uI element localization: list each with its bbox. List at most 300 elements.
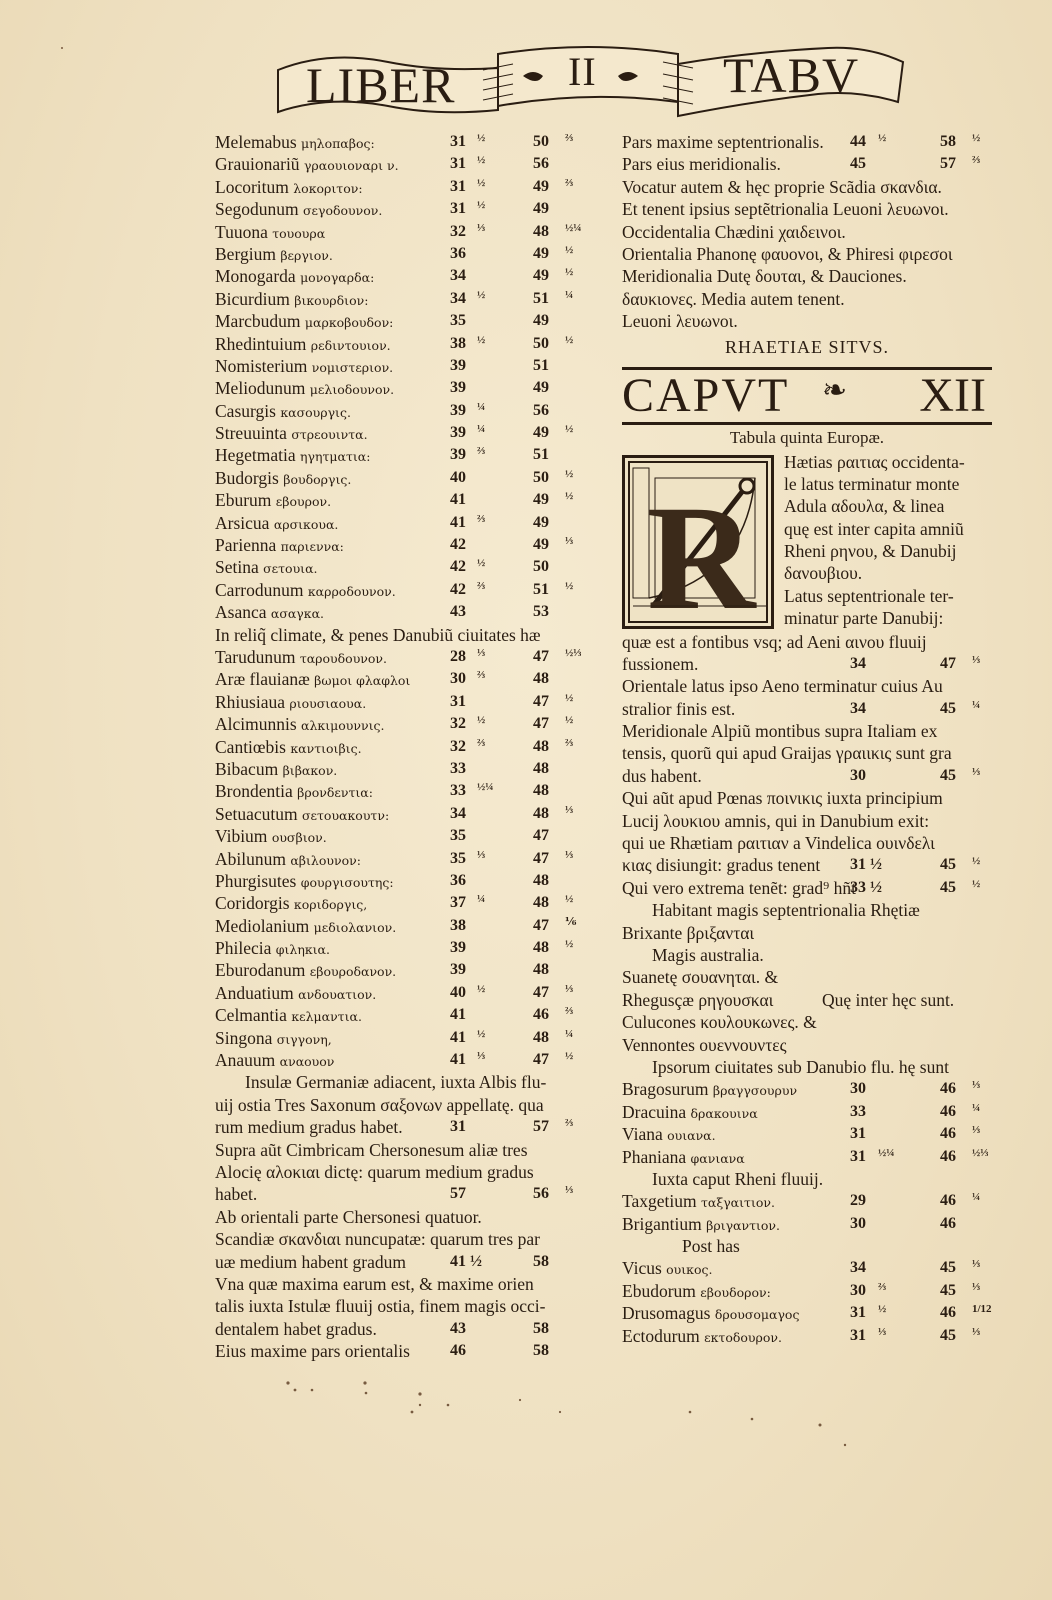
longitude-degrees: 49 [533, 491, 549, 509]
latitude-degrees: 38 [450, 916, 466, 934]
longitude-fraction: ½ [565, 423, 574, 436]
paragraph-line [215, 1318, 595, 1340]
place-name: Aræ flauianæ [215, 669, 310, 690]
place-name: Segodunum [215, 199, 299, 220]
greek-name: κελμαντια. [291, 1009, 362, 1025]
latitude-degrees: 31 [850, 1125, 866, 1143]
text-line: Scandiæ σκανδιαι nuncupatæ: quarum tres par [215, 1229, 540, 1250]
text-line: quæ est a fontibus vsq; ad Aeni αινου fluuij [622, 631, 927, 652]
longitude-degrees: 47 [940, 654, 956, 672]
place-name: Phaniana [622, 1146, 687, 1167]
longitude-degrees: 51 [533, 289, 549, 307]
latitude-degrees: 41 [450, 513, 466, 531]
longitude-fraction: ½⅓ [565, 646, 582, 659]
paragraph-line [215, 1206, 595, 1228]
place-name: Monogarda [215, 266, 296, 287]
text-line: dus habent. [622, 765, 702, 786]
longitude-degrees: 45 [940, 766, 956, 784]
place-name: Ectodurum [622, 1325, 700, 1346]
latitude-fraction: ½ [477, 982, 486, 995]
longitude-fraction: ⅔ [565, 736, 574, 749]
latitude-degrees: 39 [450, 379, 466, 397]
coordinate-row [215, 1004, 595, 1026]
text-line: habet. [215, 1184, 258, 1205]
text-line: Vennontes ουεννουντες [622, 1034, 787, 1055]
coordinate-row [215, 176, 595, 198]
coordinate-row [215, 758, 595, 780]
paragraph-line [215, 1228, 595, 1250]
latitude-degrees: 36 [450, 871, 466, 889]
place-name: Meliodunum [215, 378, 306, 399]
place-name: Viana [622, 1124, 663, 1145]
dropcap-text [784, 451, 994, 630]
text-line: Meridionale Alpiũ montibus supra Italiam ex [622, 721, 938, 742]
latitude-degrees: 41 [450, 1006, 466, 1024]
latitude-degrees: 35 [450, 849, 466, 867]
longitude-fraction: ½ [565, 714, 574, 727]
place-name: Taxgetium [622, 1191, 697, 1212]
greek-name: βρονδεντια: [297, 785, 373, 801]
right-column [622, 131, 992, 1347]
place-name: Rhedintuium [215, 333, 307, 354]
longitude-fraction: ⅔ [565, 176, 574, 189]
longitude-degrees: 49 [533, 244, 549, 262]
paragraph-line [215, 1273, 595, 1295]
latitude-fraction: ¼ [477, 893, 486, 906]
paragraph-line: Et tenent ipsius septẽtrionalia Leuoni λευωνοι. [622, 199, 949, 220]
coordinate-row [215, 803, 595, 825]
coordinate-row [215, 556, 595, 578]
coordinate-row [622, 1280, 992, 1302]
text-line: Orientale latus ipso Aeno terminatur cuius Au [622, 676, 943, 697]
paragraph-line: le latus terminatur monte [784, 473, 960, 494]
longitude-fraction: ¼ [565, 1027, 574, 1040]
greek-name: δρουσομαγος [714, 1307, 800, 1323]
longitude-fraction: ½ [565, 333, 574, 346]
longitude-degrees: 47 [533, 647, 549, 665]
text-line: Brixante βριξανται [622, 922, 755, 943]
latitude-degrees: 29 [850, 1192, 866, 1210]
greek-name: τουουρα [272, 225, 326, 241]
longitude-degrees: 50 [533, 558, 549, 576]
greek-name: παριεννα: [280, 539, 344, 555]
coordinate-row [215, 848, 595, 870]
place-name: Ebudorum [622, 1280, 696, 1301]
coordinate-row [215, 512, 595, 534]
chapter-heading [622, 367, 992, 425]
greek-name: λοκοριτον: [293, 180, 363, 196]
latitude-degrees: 34 [850, 699, 866, 717]
latitude-degrees: 43 [450, 1319, 466, 1337]
paragraph-line [215, 1183, 595, 1205]
text-line: tensis, quorũ qui apud Graijas γραιικις sunt gra [622, 743, 952, 764]
text-line: Ipsorum ciuitates sub Danubio flu. hę sunt [652, 1056, 949, 1077]
longitude-fraction: ⅓ [565, 1184, 574, 1197]
longitude-fraction: ½ [972, 877, 981, 890]
latitude-degrees: 30 [850, 1214, 866, 1232]
paragraph-line [622, 631, 992, 653]
place-name: Budorgis [215, 467, 279, 488]
longitude-fraction: ⅓ [972, 1258, 981, 1271]
longitude-fraction: 1/12 [972, 1303, 992, 1316]
coordinate-row [215, 937, 595, 959]
greek-name: φουργισουτης: [300, 874, 394, 890]
greek-name: μηλοπαβος: [301, 136, 375, 151]
place-name: Carrodunum [215, 579, 304, 600]
text-line: stralior finis est. [622, 698, 736, 719]
paragraph-line [622, 675, 992, 697]
longitude-fraction: ⅓ [972, 1124, 981, 1137]
longitude-fraction: ½ [565, 490, 574, 503]
longitude-fraction: ½ [565, 893, 574, 906]
text-line: fussionem. [622, 653, 699, 674]
coordinate-row [622, 1213, 992, 1235]
people-line [622, 899, 992, 921]
longitude-degrees: 46 [940, 1102, 956, 1120]
place-name: Eburum [215, 490, 272, 511]
paragraph-line: minatur parte Danubij: [784, 608, 944, 629]
latitude-fraction: ⅓ [477, 1050, 486, 1063]
greek-name: ασαγκα. [270, 606, 325, 622]
greek-name: ουσβιον. [271, 830, 327, 846]
longitude-fraction: ½⅓ [972, 1146, 989, 1159]
longitude-degrees: 48 [533, 939, 549, 957]
longitude-degrees: 48 [533, 222, 549, 240]
paragraph-line: Rheni ρηνου, & Danubij [784, 541, 957, 562]
place-name: Marcbudum [215, 311, 301, 332]
latitude-degrees: 43 [450, 603, 466, 621]
dropcap-paragraph [622, 451, 992, 631]
coordinate-row [622, 1302, 992, 1324]
greek-name: ριουσιαουα. [289, 695, 367, 711]
latitude-degrees: 35 [450, 312, 466, 330]
longitude-fraction: ½ [972, 132, 981, 144]
latitude-fraction: ⅔ [477, 579, 486, 592]
paragraph-line [622, 653, 992, 675]
latitude-degrees: 31 ½ [850, 856, 882, 874]
latitude-fraction: ½ [477, 132, 486, 144]
place-name: Locoritum [215, 176, 289, 197]
place-name: Brondentia [215, 781, 293, 802]
greek-name: ταξγαιτιον. [700, 1195, 775, 1211]
longitude-degrees: 46 [940, 1147, 956, 1165]
text-line: Eius maxime pars orientalis [215, 1341, 410, 1362]
longitude-fraction: ¼ [972, 1191, 981, 1204]
greek-name: κοριδοργις, [293, 897, 368, 913]
place-name: Melemabus [215, 132, 297, 152]
latitude-fraction: ½ [878, 1303, 887, 1316]
greek-name: ηγητματια: [300, 449, 371, 465]
coordinate-row [622, 1257, 992, 1279]
paragraph-line: Vocatur autem & hęc proprie Scãdia σκανδια. [622, 176, 942, 197]
greek-name: βριγαντιον. [706, 1217, 780, 1233]
place-name: Drusomagus [622, 1303, 711, 1324]
coordinate-row [622, 1078, 992, 1100]
place-name: Celmantia [215, 1005, 287, 1026]
coordinate-row [215, 713, 595, 735]
place-name: Phurgisutes [215, 870, 297, 891]
coordinate-row [215, 982, 595, 1004]
longitude-fraction: ⅓ [972, 1325, 981, 1338]
latitude-degrees: 34 [450, 804, 466, 822]
latitude-fraction: ⅓ [477, 848, 486, 861]
greek-name: φιληκια. [275, 942, 330, 958]
coordinate-row [215, 131, 595, 153]
greek-name: βεργιον. [280, 247, 333, 263]
longitude-fraction: ½ [565, 266, 574, 279]
greek-name: καντιοιβις. [290, 740, 362, 756]
latitude-fraction: ¼ [477, 400, 486, 413]
longitude-fraction: ⅙ [565, 915, 577, 928]
longitude-degrees: 48 [533, 737, 549, 755]
place-name: Setina [215, 557, 259, 578]
fleuron-icon: ❧ [822, 373, 848, 407]
paragraph-line [215, 1094, 595, 1116]
header-book-number: II [568, 49, 597, 94]
paragraph-line: δανουβιου. [784, 563, 863, 584]
latitude-degrees: 34 [850, 1259, 866, 1277]
longitude-fraction: ½ [565, 691, 574, 704]
longitude-degrees: 57 [940, 155, 956, 173]
place-name: Alcimunnis [215, 714, 297, 735]
place-name: Tuuona [215, 221, 268, 242]
latitude-degrees: 39 [450, 939, 466, 957]
longitude-degrees: 48 [533, 961, 549, 979]
text-line: Habitant magis septentrionalia Rhętiæ [652, 900, 920, 921]
latitude-fraction: ⅔ [477, 445, 486, 458]
longitude-degrees: 49 [533, 267, 549, 285]
place-name: Eburodanum [215, 960, 306, 981]
coordinate-row [215, 422, 595, 444]
latitude-degrees: 40 [450, 468, 466, 486]
longitude-fraction: ⅓ [972, 1079, 981, 1092]
longitude-fraction: ⅔ [565, 1005, 574, 1018]
latitude-degrees: 41 ½ [450, 1252, 482, 1270]
longitude-degrees: 48 [533, 759, 549, 777]
latitude-degrees: 42 [450, 580, 466, 598]
greek-name: εβουρον. [275, 494, 332, 510]
greek-name: μελιοδουνον. [309, 382, 395, 398]
section-interlude: In reliq̃ climate, & penes Danubiũ ciuitates hæ [215, 624, 541, 645]
paragraph-line [215, 1139, 595, 1161]
coordinate-row [215, 780, 595, 802]
coordinate-row [622, 1190, 992, 1212]
greek-name: ουικος. [666, 1262, 713, 1278]
latitude-degrees: 31 [850, 1304, 866, 1322]
greek-name: μαρκοβουδον: [304, 315, 394, 331]
place-name: Bicurdium [215, 288, 290, 309]
paragraph-line: Orientalia Phanonę φαυονοι, & Phiresi φιρεσοι [622, 243, 953, 264]
latitude-degrees: 30 [850, 766, 866, 784]
longitude-fraction: ⅔ [972, 154, 981, 167]
greek-name: εβουροδανον. [309, 964, 397, 980]
latitude-degrees: 38 [450, 334, 466, 352]
section-interlude: Post has [682, 1236, 740, 1257]
longitude-degrees: 46 [940, 1192, 956, 1210]
longitude-degrees: 46 [940, 1125, 956, 1143]
greek-name: νομιστεριον. [311, 359, 394, 375]
greek-name: ουιανα. [667, 1128, 716, 1144]
greek-name: σετουια. [263, 561, 318, 577]
coordinate-row [215, 579, 595, 601]
coordinate-row [215, 691, 595, 713]
greek-name: βουδοργις. [283, 471, 352, 487]
people-line [622, 944, 992, 966]
longitude-degrees: 46 [940, 1214, 956, 1232]
place-name: Nomisterium [215, 355, 308, 376]
latitude-degrees: 39 [450, 446, 466, 464]
longitude-fraction: ½ [565, 579, 574, 592]
latitude-fraction: ½¼ [477, 781, 494, 794]
paragraph-line: Meridionalia Dutę δουται, & Dauciones. [622, 266, 907, 287]
latitude-degrees: 36 [450, 244, 466, 262]
latitude-degrees: 35 [450, 827, 466, 845]
longitude-degrees: 48 [533, 782, 549, 800]
latitude-fraction: ½ [477, 333, 486, 346]
latitude-degrees: 31 [850, 1147, 866, 1165]
latitude-fraction: ⅔ [878, 1280, 887, 1293]
greek-name: αβιλουνον: [290, 852, 361, 868]
greek-name: ανδουατιον. [298, 986, 377, 1002]
longitude-degrees: 48 [533, 894, 549, 912]
place-name: Anduatium [215, 982, 294, 1003]
latitude-degrees: 34 [850, 654, 866, 672]
text-line: dentalem habet gradus. [215, 1318, 377, 1339]
greek-name: ταρουδουνον. [299, 650, 387, 666]
greek-name: σιγγονη, [276, 1031, 332, 1047]
longitude-degrees: 58 [940, 133, 956, 150]
coordinate-row [215, 198, 595, 220]
people-line [622, 1056, 992, 1078]
longitude-degrees: 51 [533, 446, 549, 464]
greek-name: εβουδορον: [700, 1284, 771, 1300]
longitude-degrees: 47 [533, 692, 549, 710]
latitude-degrees: 34 [450, 267, 466, 285]
coordinate-row [215, 467, 595, 489]
coordinate-row [215, 444, 595, 466]
place-name: Vibium [215, 826, 268, 847]
text-line: κιας disiungit: gradus tenent [622, 855, 821, 876]
latitude-degrees: 33 ½ [850, 878, 882, 896]
greek-name: βραγγσουρυν [712, 1083, 798, 1099]
longitude-fraction: ⅔ [565, 1117, 574, 1130]
coordinate-row [215, 534, 595, 556]
longitude-degrees: 56 [533, 155, 549, 173]
coordinate-row [622, 1325, 992, 1347]
paragraph-line [215, 1116, 595, 1138]
longitude-degrees: 45 [940, 1259, 956, 1277]
latitude-fraction: ⅓ [477, 221, 486, 234]
longitude-fraction: ⅓ [972, 1280, 981, 1293]
latitude-degrees: 31 [850, 1326, 866, 1344]
place-name: Bibacum [215, 758, 279, 779]
coordinate-row [215, 601, 595, 623]
aside-note: Quę inter hęc sunt. [822, 989, 955, 1010]
greek-name: γραουιοναρι ν. [303, 158, 399, 174]
paragraph-line: δαυκιονες. Media autem tenent. [622, 288, 845, 309]
coordinate-row [215, 825, 595, 847]
longitude-fraction: ½ [972, 855, 981, 868]
longitude-degrees: 50 [533, 334, 549, 352]
place-name: Coridorgis [215, 893, 290, 914]
longitude-degrees: 49 [533, 177, 549, 195]
longitude-fraction: ¼ [972, 698, 981, 711]
longitude-degrees: 47 [533, 1051, 549, 1069]
text-line: Pars maxime septentrionalis. [622, 132, 824, 152]
latitude-fraction: ⅓ [878, 1325, 887, 1338]
paragraph-line [215, 1161, 595, 1183]
latitude-degrees: 41 [450, 1051, 466, 1069]
place-name: Rhiusiaua [215, 691, 285, 712]
greek-name: μονογαρδα: [300, 270, 375, 286]
dropcap-woodcut [622, 455, 774, 629]
place-name: Streuuinta [215, 423, 287, 444]
place-name: Parienna [215, 535, 277, 556]
longitude-degrees: 45 [940, 1281, 956, 1299]
longitude-degrees: 48 [533, 670, 549, 688]
place-name: Setuacutum [215, 803, 298, 824]
longitude-degrees: 45 [940, 699, 956, 717]
place-name: Cantiœbis [215, 736, 286, 757]
greek-name: μεδιολανιον. [313, 919, 397, 935]
paragraph-line [215, 1295, 595, 1317]
latitude-degrees: 39 [450, 961, 466, 979]
longitude-degrees: 51 [533, 356, 549, 374]
coordinate-row [215, 1027, 595, 1049]
people-line [622, 989, 992, 1011]
text-line: Magis australia. [652, 944, 764, 965]
place-name: Philecia [215, 938, 272, 959]
longitude-degrees: 57 [533, 1118, 549, 1136]
coordinate-row [622, 153, 992, 175]
place-name: Asanca [215, 602, 267, 623]
text-line: Qui vero extrema tenẽt: grad⁹ hñt [622, 877, 857, 898]
longitude-degrees: 47 [533, 916, 549, 934]
place-name: Casurgis [215, 400, 276, 421]
longitude-degrees: 58 [533, 1252, 549, 1270]
longitude-degrees: 46 [533, 1006, 549, 1024]
place-name: Bragosurum [622, 1079, 709, 1100]
latitude-degrees: 39 [450, 401, 466, 419]
paragraph-line [215, 1340, 595, 1362]
chapter-word: CAPVT [622, 368, 790, 422]
paragraph-line: Latus septentrionale ter- [784, 585, 954, 606]
latitude-degrees: 31 [450, 692, 466, 710]
latitude-fraction: ½ [477, 199, 486, 212]
longitude-fraction: ⅓ [972, 653, 981, 666]
longitude-degrees: 51 [533, 580, 549, 598]
coordinate-row [215, 355, 595, 377]
coordinate-row [215, 400, 595, 422]
greek-name: βιβακον. [282, 762, 338, 778]
greek-name: βωμοι φλαφλοι [314, 673, 411, 689]
longitude-degrees: 45 [940, 1326, 956, 1344]
longitude-degrees: 49 [533, 536, 549, 554]
paragraph-line: Leuoni λευωνοι. [622, 311, 738, 332]
paragraph-line [622, 720, 992, 742]
longitude-fraction: ½¼ [565, 221, 582, 234]
text-line: Suanetę σουανηται. & [622, 967, 779, 988]
coordinate-row [215, 870, 595, 892]
greek-name: ρεδιντουιον. [310, 337, 391, 353]
paragraph-line [622, 698, 992, 720]
latitude-fraction: ⅔ [477, 512, 486, 525]
longitude-degrees: 46 [940, 1304, 956, 1322]
longitude-degrees: 49 [533, 379, 549, 397]
latitude-degrees: 33 [450, 759, 466, 777]
latitude-fraction: ½ [477, 1027, 486, 1040]
svg-text:R: R [647, 474, 756, 626]
